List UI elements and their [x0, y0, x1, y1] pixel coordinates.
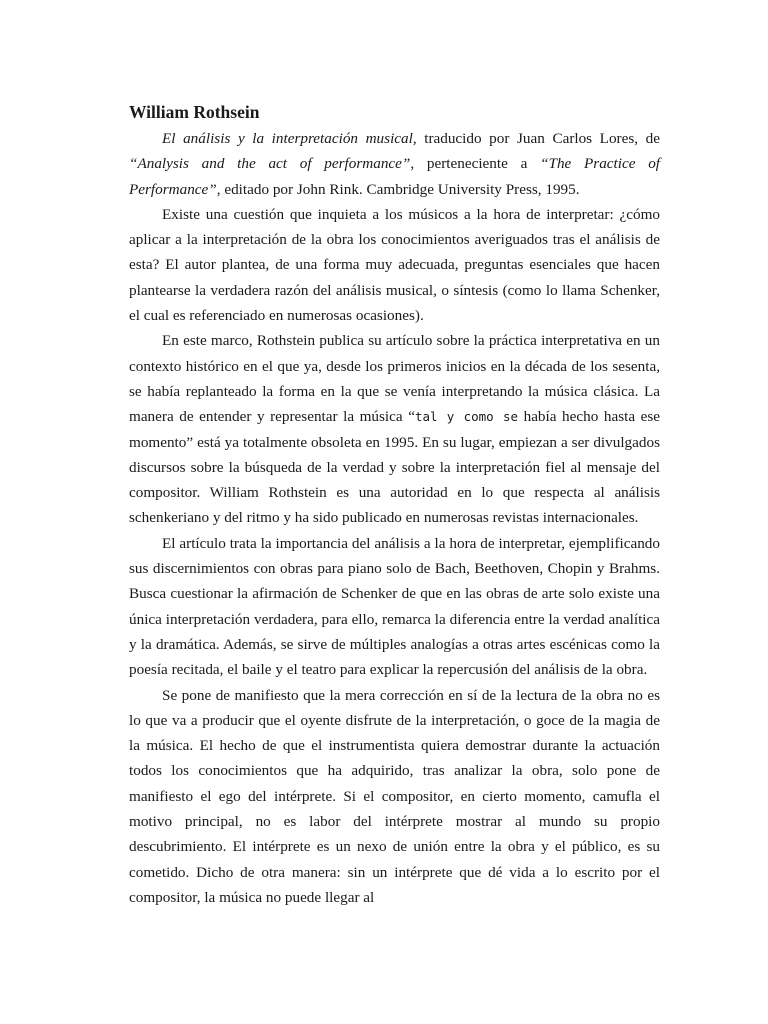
paragraph-2-text-before: En este marco, Rothstein publica su artículo sobre la práctica interpretativa en un contexto histórico en el que ya, desde los primeros inicios en la década de los sesenta, se había replanteado la forma en la que se venía interpretando la música clásica. La manera de entender y representar la música “ [129, 332, 660, 426]
book-title: El análisis y la interpretación musical [162, 130, 413, 147]
reference-text-3: , editado por John Rink. Cambridge University Press, 1995. [216, 180, 580, 198]
paragraph-1: Existe una cuestión que inquieta a los músicos a la hora de interpretar: ¿cómo aplicar a la interpretación de la obra los conocimientos averiguados tras el análisis de esta? El autor plantea, de una forma muy adecuada, preguntas esenciales que hacen plantearse la verdadera razón del análisis musical, o síntesis (como lo llama Schenker, el cual es referenciado en numerosas ocasiones). [129, 205, 660, 325]
collection-title: “The Practice of Performance” [129, 155, 661, 198]
reference-text-2: , perteneciente a [410, 155, 541, 173]
original-title: “Analysis and the act of performance” [129, 155, 411, 173]
paragraph-2-text-after: había hecho hasta ese momento” está ya totalmente obsoleta en 1995. En su lugar, empiezan a ser divulgados discursos sobre la búsqueda de la verdad y sobre la interpretación fiel al mensaje del compositor. William Rothstein es una autoridad en lo que respecta al análisis schenkeriano y del ritmo y ha sido publicado en numerosas revistas internacionales. [129, 408, 661, 527]
reference-text-1: , traducido por Juan Carlos Lores, de [412, 130, 660, 147]
paragraph-4: Se pone de manifiesto que la mera corrección en sí de la lectura de la obra no es lo que va a producir que el oyente disfrute de la interpretación, o goce de la magia de la música. El hecho de que el instrumentista quiera demostrar durante la actuación todos los conocimientos que ha adquirido, tras analizar la obra, solo pone de manifiesto el ego del intérprete. Si el compositor, en cierto momento, camufla el motivo principal, no es labor del intérprete mostrar al mundo su propio descubrimiento. El intérprete es un nexo de unión entre la obra y el público, es su cometido. Dicho de otra manera: sin un intérprete que dé vida a lo escrito por el compositor, la música no puede llegar al [129, 686, 660, 906]
paragraph-2-mono-phrase: tal y como se [414, 409, 519, 425]
paragraph-2 [129, 328, 660, 530]
paragraph-3: El artículo trata la importancia del análisis a la hora de interpretar, ejemplificando sus discernimientos con obras para piano solo de Bach, Beethoven, Chopin y Brahms. Busca cuestionar la afirmación de Schenker de que en las obras de arte solo existe una única interpretación verdadera, para ello, remarca la diferencia entre la verdad analítica y la dramática. Además, se sirve de múltiples analogías a otras artes escénicas como la poesía recitada, el baile y el teatro para explicar la repercusión del análisis de la obra. [129, 534, 660, 679]
document-title: William Rothsein [129, 102, 260, 122]
reference-paragraph [129, 126, 660, 202]
